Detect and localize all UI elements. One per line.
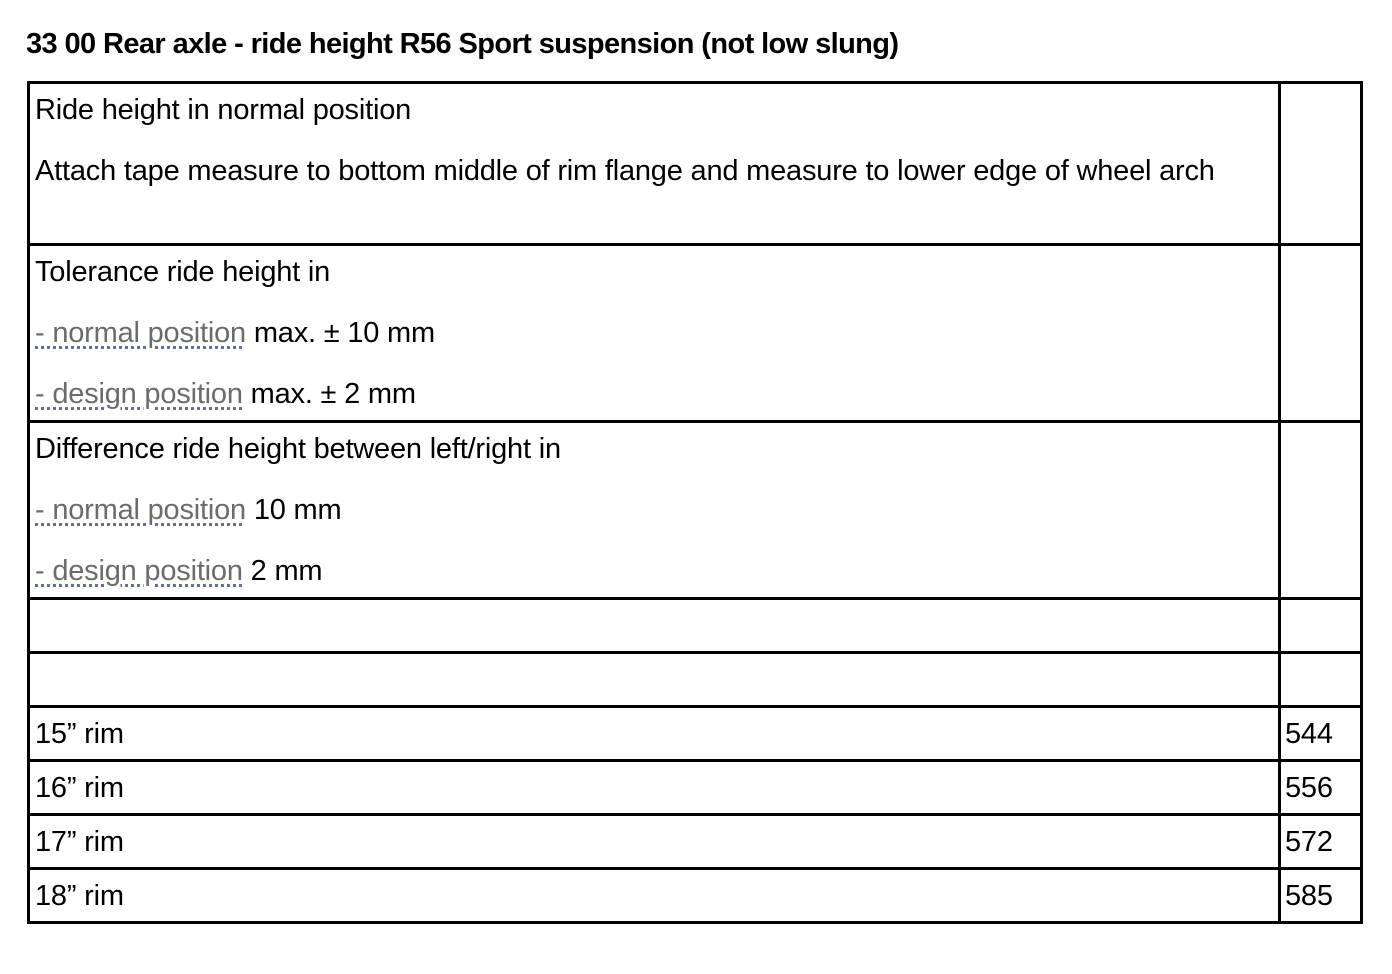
empty-cell [29, 653, 1280, 707]
rim-row [29, 761, 1362, 815]
rim-row [29, 869, 1362, 923]
section-heading: Ride height in normal position [35, 94, 412, 126]
design-position-link[interactable]: - design position [35, 378, 243, 410]
rim-row [29, 707, 1362, 761]
list-item-text: 2 mm [242, 555, 323, 587]
empty-row [29, 653, 1362, 707]
table-row [29, 245, 1362, 422]
section-cell [29, 422, 1280, 599]
list-item [35, 553, 1278, 589]
section-cell [29, 245, 1280, 422]
section-cell [29, 83, 1280, 245]
page-title: 33 00 Rear axle - ride height R56 Sport suspension (not low slung) [26, 28, 899, 60]
empty-cell [29, 599, 1280, 653]
normal-position-link[interactable]: - normal position [35, 494, 246, 526]
rim-label: 16” rim [29, 761, 1280, 815]
list-item [35, 315, 1278, 351]
list-item-text: 10 mm [245, 494, 342, 526]
section-body: Attach tape measure to bottom middle of rim flange and measure to lower edge of wheel arch [35, 155, 1215, 187]
empty-row [29, 599, 1362, 653]
rim-value: 585 [1280, 869, 1362, 923]
rim-value: 544 [1280, 707, 1362, 761]
list-item-text: max. ± 10 mm [245, 317, 435, 349]
rim-label: 18” rim [29, 869, 1280, 923]
table-row [29, 422, 1362, 599]
empty-cell [1280, 599, 1362, 653]
value-cell [1280, 83, 1362, 245]
normal-position-link[interactable]: - normal position [35, 317, 246, 349]
rim-label: 15” rim [29, 707, 1280, 761]
ride-height-table [27, 81, 1363, 924]
section-heading: Difference ride height between left/right in [35, 433, 561, 465]
list-item [35, 492, 1278, 528]
value-cell [1280, 422, 1362, 599]
table-row [29, 83, 1362, 245]
list-item-text: max. ± 2 mm [242, 378, 416, 410]
rim-label: 17” rim [29, 815, 1280, 869]
rim-value: 572 [1280, 815, 1362, 869]
rim-row [29, 815, 1362, 869]
value-cell [1280, 245, 1362, 422]
design-position-link[interactable]: - design position [35, 555, 243, 587]
section-heading: Tolerance ride height in [35, 256, 331, 288]
empty-cell [1280, 653, 1362, 707]
list-item [35, 376, 1278, 412]
rim-value: 556 [1280, 761, 1362, 815]
